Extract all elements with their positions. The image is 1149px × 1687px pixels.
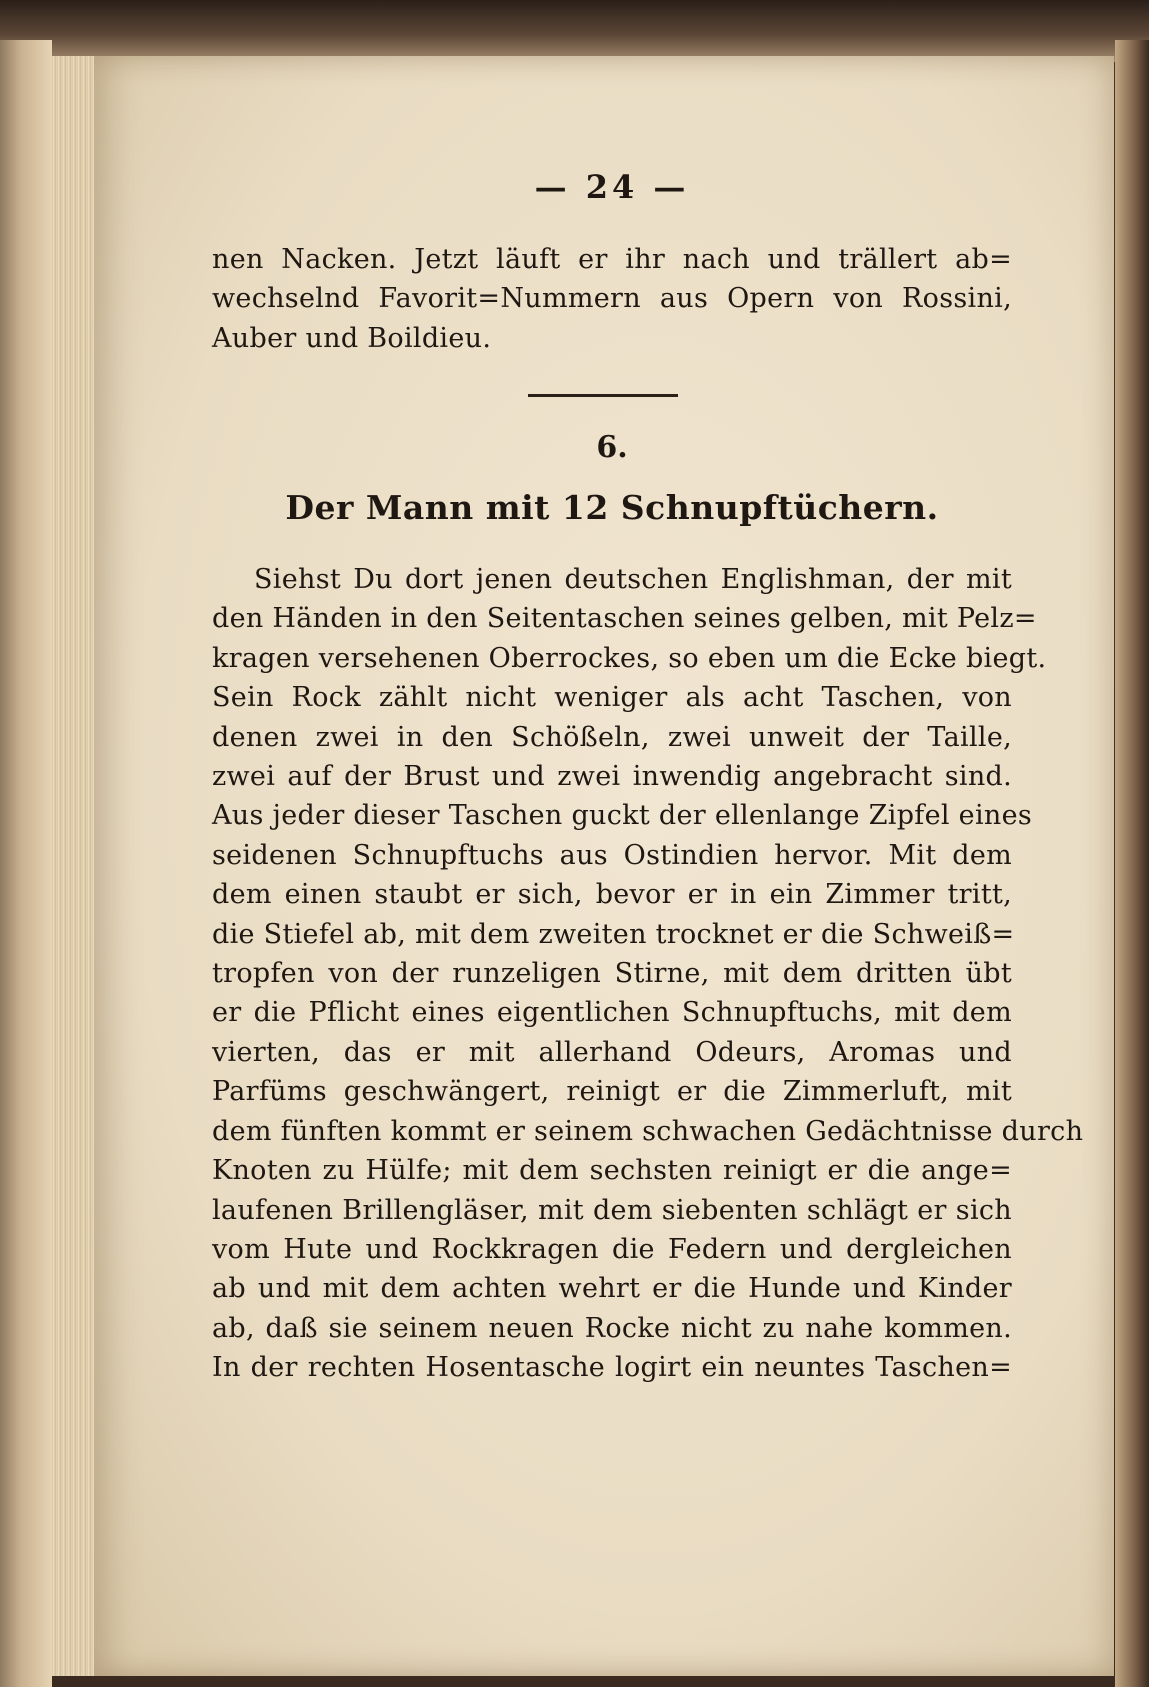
page-stack-edge	[52, 56, 95, 1676]
book-page	[94, 56, 1114, 1676]
book-cover-top-edge	[0, 0, 1149, 62]
text-line: tropfen von der runzeligen Stirne, mit dem dritten übt	[212, 958, 1012, 990]
text-line: In der rechten Hosentasche logirt ein neuntes Taschen=	[212, 1352, 1012, 1384]
section-divider-rule	[528, 394, 678, 397]
continued-paragraph	[212, 240, 1012, 358]
section-number: 6.	[596, 430, 628, 465]
text-line: Sein Rock zählt nicht weniger als acht Taschen, von	[212, 682, 1012, 714]
page-number: — 24 —	[534, 168, 690, 206]
text-line: Aus jeder dieser Taschen guckt der ellenlange Zipfel eines	[212, 800, 1033, 832]
text-line: ab, daß sie seinem neuen Rocke nicht zu nahe kommen.	[212, 1312, 1012, 1344]
book-cover-left-edge	[0, 40, 52, 1687]
text-line: die Stiefel ab, mit dem zweiten trocknet er die Schweiß=	[212, 918, 1015, 950]
section-title: Der Mann mit 12 Schnupftüchern.	[285, 488, 939, 527]
text-line: Siehst Du dort jenen deutschen Englishman, der mit	[254, 564, 1012, 595]
text-line: Knoten zu Hülfe; mit dem sechsten reinigt er die ange=	[212, 1155, 1012, 1187]
text-line: seidenen Schnupftuchs aus Ostindien hervor. Mit dem	[212, 839, 1012, 871]
text-line: denen zwei in den Schößeln, zwei unweit der Taille,	[212, 721, 1012, 753]
text-line: Parfüms geschwängert, reinigt er die Zimmerluft, mit	[212, 1076, 1012, 1108]
text-line: er die Pflicht eines eigentlichen Schnupftuchs, mit dem	[212, 997, 1012, 1029]
text-line: zwei auf der Brust und zwei inwendig angebracht sind.	[212, 761, 1012, 793]
text-line: dem fünften kommt er seinem schwachen Gedächtnisse durch	[212, 1115, 1084, 1147]
text-line: vom Hute und Rockkragen die Federn und dergleichen	[212, 1233, 1012, 1265]
text-line: nen Nacken. Jetzt läuft er ihr nach und trällert ab=	[212, 244, 1012, 275]
text-line: vierten, das er mit allerhand Odeurs, Aromas und	[212, 1036, 1012, 1068]
text-line: den Händen in den Seitentaschen seines gelben, mit Pelz=	[212, 603, 1037, 635]
main-paragraph	[212, 560, 1084, 1388]
book-cover-right-edge	[1115, 40, 1149, 1687]
text-line: wechselnd Favorit=Nummern aus Opern von Rossini,	[212, 283, 1012, 315]
text-line: ab und mit dem achten wehrt er die Hunde und Kinder	[212, 1273, 1012, 1305]
text-line: dem einen staubt er sich, bevor er in ein Zimmer tritt,	[212, 879, 1012, 911]
text-line: kragen versehenen Oberrockes, so eben um die Ecke biegt.	[212, 642, 1047, 674]
text-line: Auber und Boildieu.	[212, 322, 492, 354]
text-line: laufenen Brillengläser, mit dem siebenten schlägt er sich	[212, 1194, 1012, 1226]
